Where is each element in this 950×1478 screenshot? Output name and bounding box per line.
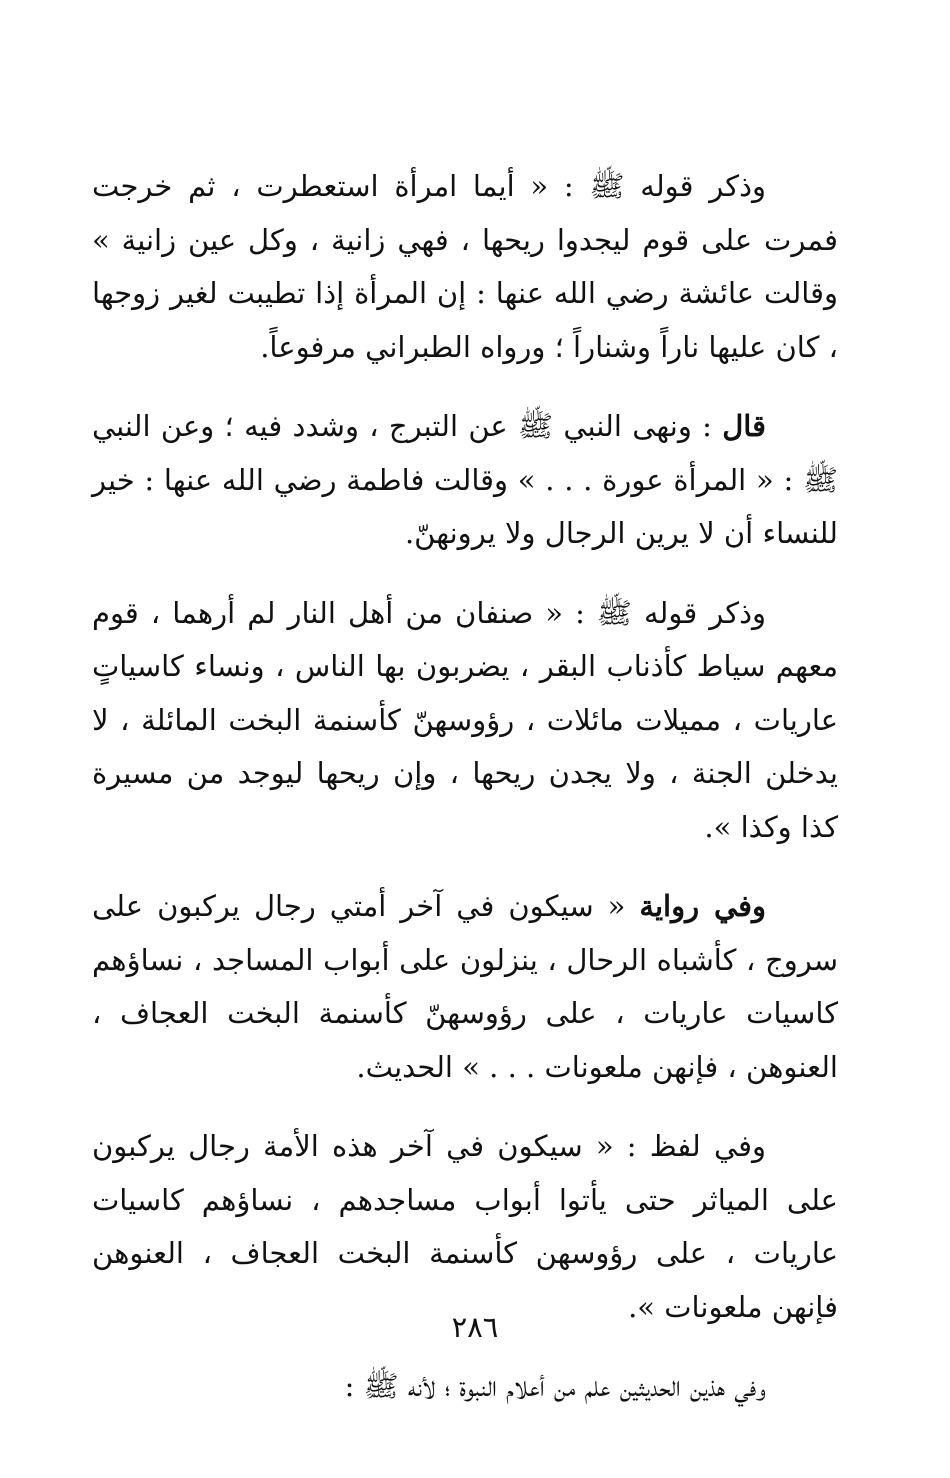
paragraph-lead: قال <box>722 409 766 443</box>
page-body <box>92 160 838 1440</box>
paragraph-body: وذكر قوله ﷺ : « أيما امرأة استعطرت ، ثم خرجت فمرت على قوم ليجدوا ريحها ، فهي زانية ، وكل عين زانية » وقالت عائشة رضي الله عنها : إن المرأة إذا تطيبت لغير زوجها ، كان عليها ناراً وشناراً ؛ ورواه الطبراني مرفوعاً. <box>92 169 838 364</box>
paragraph-body: وفي لفظ : « سيكون في آخر هذه الأمة رجال يركبون على المياثر حتى يأتوا أبواب مساجدهم ، نساؤهم كاسيات عاريات ، على رؤوسهن كأسنمة البخت العجاف ، العنوهن فإنهن ملعونات ». <box>92 1129 838 1324</box>
paragraph-prophethood-sign <box>92 1360 838 1414</box>
paragraph-lafz <box>92 1120 838 1334</box>
paragraph-body: : ونهى النبي ﷺ عن التبرج ، وشدد فيه ؛ وعن النبي ﷺ : « المرأة عورة . . . » وقالت فاطمة رضي الله عنها : خير للنساء أن لا يرين الرجال ولا يرونهنّ. <box>92 409 838 550</box>
paragraph-text <box>92 1360 838 1414</box>
paragraph-text <box>92 400 838 561</box>
paragraph-tabarruj <box>92 400 838 561</box>
paragraph-lead: وفي رواية <box>639 889 767 923</box>
paragraph-riwaya <box>92 880 838 1094</box>
paragraph-text <box>92 1120 838 1334</box>
paragraph-two-groups-hadith <box>92 587 838 855</box>
paragraph-body: وذكر قوله ﷺ : « صنفان من أهل النار لم أرهما ، قوم معهم سياط كأذناب البقر ، يضربون بها الناس ، ونساء كاسياتٍ عاريات ، مميلات مائلات ، رؤوسهنّ كأسنمة البخت المائلة ، لا يدخلن الجنة ، ولا يجدن ريحها ، وإن ريحها ليوجد من مسيرة كذا وكذا ». <box>92 595 838 844</box>
paragraph-text <box>92 880 838 1094</box>
paragraph-perfume-hadith <box>92 160 838 374</box>
paragraph-body: « سيكون في آخر أمتي رجال يركبون على سروج ، كأشباه الرحال ، ينزلون على أبواب المساجد ، نساؤهم كاسيات عاريات ، على رؤوسهنّ كأسنمة البخت العجاف ، العنوهن ، فإنهن ملعونات . . . » الحديث. <box>92 889 838 1084</box>
paragraph-text <box>92 587 838 855</box>
paragraph-body: وفي هذين الحديثين علم من أعلام النبوة ؛ لأنه ﷺ : <box>344 1369 766 1403</box>
page-number: ٢٨٦ <box>451 1310 499 1344</box>
paragraph-text <box>92 160 838 374</box>
